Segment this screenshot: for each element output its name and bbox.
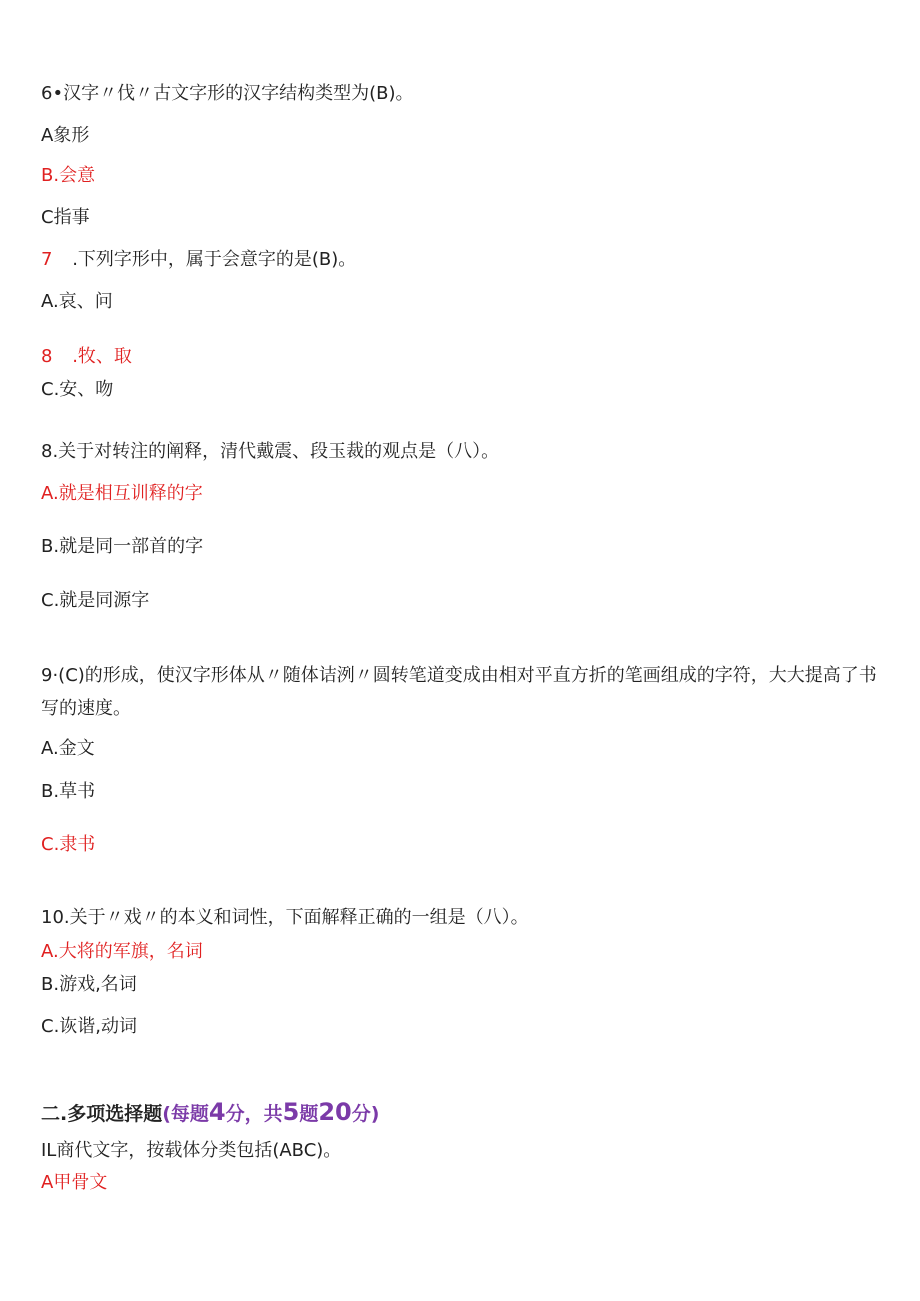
section2-q1-stem: IL商代文字，按载体分类包括(ABC)。 xyxy=(41,1140,342,1161)
section2-score-open: (每题 xyxy=(162,1103,209,1125)
q7-option-a: A.哀、问 xyxy=(41,291,113,312)
section2-title: 二.多项选择题 xyxy=(41,1103,163,1125)
q9-option-c-answer: C.隶书 xyxy=(41,834,96,855)
q6-option-b-answer: B.会意 xyxy=(41,165,96,186)
q7-option-b-text: .牧、取 xyxy=(72,346,132,367)
q6-option-a: A象形 xyxy=(41,125,90,146)
q7-option-c: C.安、吻 xyxy=(41,379,114,400)
q10-option-a-answer: A.大将的军旗，名词 xyxy=(41,941,203,962)
q7-option-b-answer xyxy=(41,345,132,369)
q8-option-a-answer: A.就是相互训释的字 xyxy=(41,483,203,504)
q6-option-c: C指事 xyxy=(41,207,90,228)
q7-option-b-number: 8 xyxy=(41,346,53,367)
q9-option-b: B.草书 xyxy=(41,781,96,802)
q10-option-b: B.游戏,名词 xyxy=(41,974,137,995)
section2-score-count: 5 xyxy=(282,1098,300,1126)
section2-score-per: 4 xyxy=(208,1098,226,1126)
q7-stem-line xyxy=(41,248,356,272)
q7-number: 7 xyxy=(41,249,53,270)
q9-option-a: A.金文 xyxy=(41,738,95,759)
section2-heading xyxy=(41,1100,379,1126)
q8-option-b: B.就是同一部首的字 xyxy=(41,536,204,557)
section2-score xyxy=(162,1098,380,1126)
section2-score-total: 20 xyxy=(318,1098,352,1126)
section2-score-mid1: 分，共 xyxy=(225,1103,283,1125)
q8-stem: 8.关于对转注的阐释，清代戴震、段玉裁的观点是（八）。 xyxy=(41,441,500,462)
section2-score-close: 分) xyxy=(351,1103,380,1125)
q7-stem: .下列字形中，属于会意字的是(B)。 xyxy=(72,249,357,270)
section2-score-mid2: 题 xyxy=(299,1103,319,1125)
section2-q1-option-a-answer: A甲骨文 xyxy=(41,1172,108,1193)
q6-stem: 6•汉字〃伐〃古文字形的汉字结构类型为(B)。 xyxy=(41,83,414,104)
q10-stem: 10.关于〃戏〃的本义和词性，下面解释正确的一组是（八）。 xyxy=(41,907,529,928)
q10-option-c: C.诙谐,动词 xyxy=(41,1016,138,1037)
q8-option-c: C.就是同源字 xyxy=(41,590,150,611)
q9-stem: 9·(C)的形成，使汉字形体从〃随体诘洌〃圆转笔道变成由相对平直方折的笔画组成的字符，大大提高了书写的速度。 xyxy=(41,665,877,719)
